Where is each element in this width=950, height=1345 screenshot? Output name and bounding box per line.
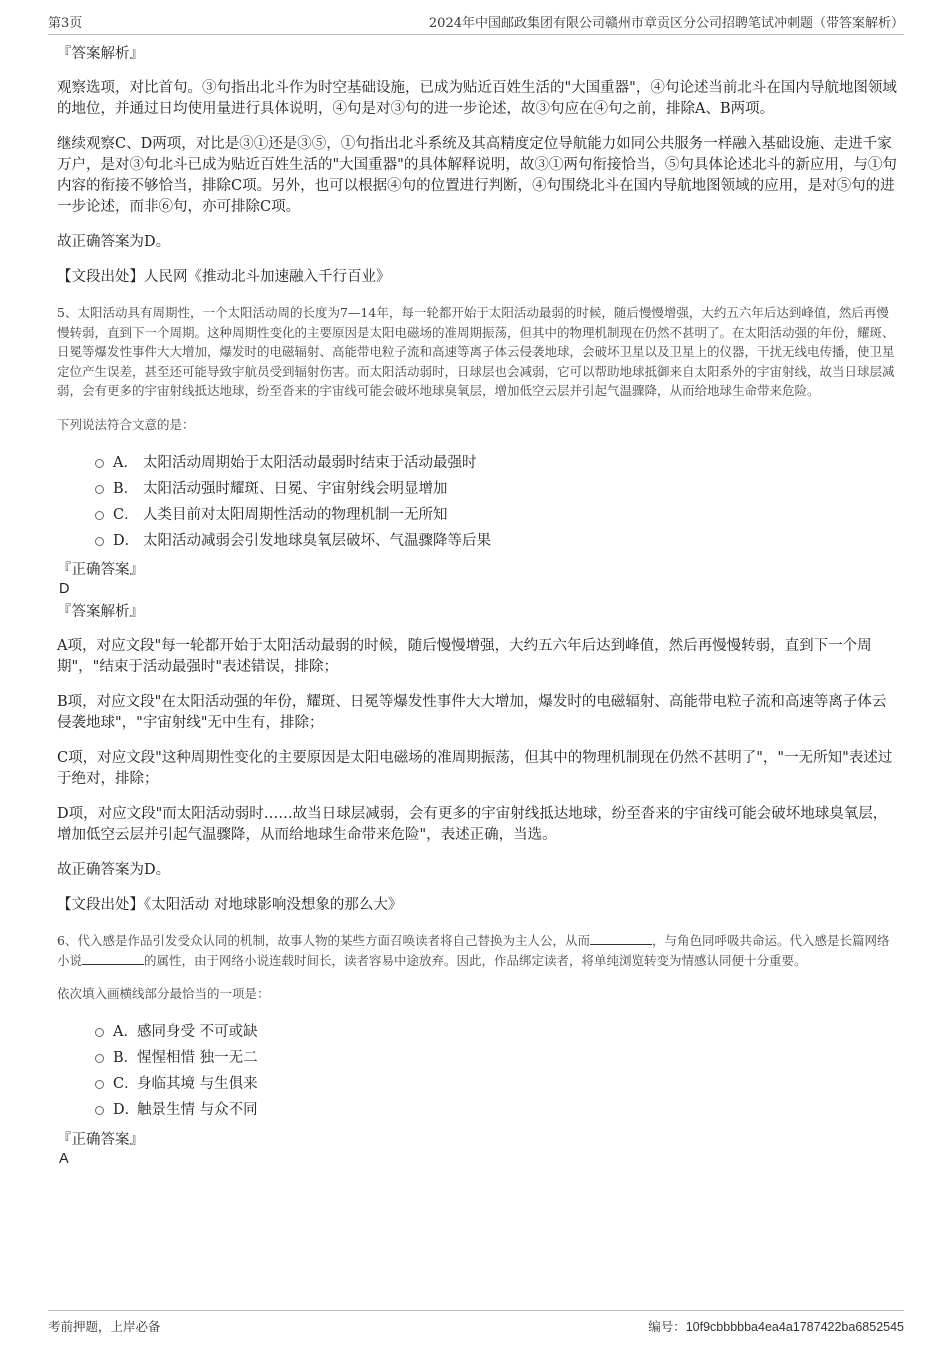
option-text: 人类目前对太阳周期性活动的物理机制一无所知 (143, 506, 448, 523)
option-key: B． (113, 1050, 139, 1066)
radio-icon[interactable] (95, 485, 104, 494)
fill-blank (590, 932, 652, 945)
correct-answer: D (59, 581, 70, 597)
radio-icon[interactable] (95, 511, 104, 520)
option-b[interactable] (95, 1044, 898, 1070)
page-content (57, 44, 898, 1172)
page-number: 第3页 (48, 16, 83, 31)
option-text: 身临其境 与生俱来 (137, 1076, 258, 1092)
document-code (648, 1317, 904, 1335)
radio-icon[interactable] (95, 1106, 104, 1115)
option-key: A． (113, 1024, 138, 1040)
analysis-label: 『答案解析』 (57, 604, 144, 620)
analysis-label: 『答案解析』 (57, 46, 144, 62)
radio-icon[interactable] (95, 1028, 104, 1037)
analysis-paragraph: 继续观察C、D两项，对比是③①还是③⑤，①句指出北斗系统及其高精度定位导航能力如同公共服务一样融入基础设施、走进千家万户，是对③句北斗已成为贴近百姓生活的"大国重器"的具体解释说明，故③①两句衔接恰当，⑤句具体论述北斗的新应用，与①句内容的衔接不够恰当，排除C项。另外，也可以根据④句的位置进行判断，④句围绕北斗在国内导航地图领域的应用，是对⑤句的进一步论述，而非⑥句，亦可排除C项。 (57, 136, 897, 215)
document-title: 2024年中国邮政集团有限公司赣州市章贡区分公司招聘笔试冲刺题（带答案解析） (428, 16, 904, 31)
option-d[interactable] (95, 1096, 898, 1122)
option-text: 惺惺相惜 独一无二 (137, 1050, 258, 1066)
question-prompt: 下列说法符合文意的是： (57, 416, 195, 432)
option-list (95, 1018, 898, 1122)
footer-slogan: 考前押题，上岸必备 (48, 1319, 161, 1334)
option-d[interactable] (95, 526, 898, 552)
code-label: 编号： (648, 1319, 686, 1334)
answer-conclusion: 故正确答案为D。 (57, 234, 171, 250)
radio-icon[interactable] (95, 459, 104, 468)
passage-part: ，与角色同呼吸共命运。代入感是长篇网络小说 (57, 933, 890, 968)
radio-icon[interactable] (95, 1080, 104, 1089)
page-footer (48, 1310, 904, 1335)
option-a[interactable] (95, 1018, 898, 1044)
question-passage (57, 931, 898, 970)
source-citation: 【文段出处】人民网《推动北斗加速融入千行百业》 (57, 269, 391, 285)
analysis-paragraph: C项，对应文段"这种周期性变化的主要原因是太阳电磁场的准周期振荡，但其中的物理机制现在仍然不甚明了"，"一无所知"表述过于绝对，排除； (57, 750, 893, 787)
analysis-paragraph: B项，对应文段"在太阳活动强的年份，耀斑、日冕等爆发性事件大大增加，爆发时的电磁辐射、高能带电粒子流和高速等离子体云侵袭地球"，"宇宙射线"无中生有，排除； (57, 694, 887, 731)
option-text: 触景生情 与众不同 (137, 1102, 258, 1118)
option-b[interactable] (95, 474, 898, 500)
question-prompt: 依次填入画横线部分最恰当的一项是： (57, 986, 270, 1001)
option-list (95, 448, 898, 552)
option-text: 太阳活动周期始于太阳活动最弱时结束于活动最强时 (143, 454, 477, 471)
answer-conclusion: 故正确答案为D。 (57, 862, 171, 878)
analysis-paragraph: A项，对应文段"每一轮都开始于太阳活动最弱的时候，随后慢慢增强，大约五六年后达到峰值，然后再慢慢转弱，直到下一个周期"，"结束于活动最强时"表述错误，排除； (57, 638, 872, 675)
radio-icon[interactable] (95, 537, 104, 546)
option-key: B． (113, 480, 139, 497)
analysis-paragraph: 观察选项，对比首句。③句指出北斗作为时空基础设施，已成为贴近百姓生活的"大国重器"，④句论述当前北斗在国内导航地图领域的地位，并通过日均使用量进行具体说明，④句是对③句的进一步论述，故③句应在④句之前，排除A、B两项。 (57, 80, 897, 117)
source-citation: 【文段出处】《太阳活动 对地球影响没想象的那么大》 (57, 897, 403, 913)
option-key: C． (113, 506, 139, 523)
analysis-paragraph: D项，对应文段"而太阳活动弱时……故当日球层减弱，会有更多的宇宙射线抵达地球，纷至沓来的宇宙线可能会破坏地球臭氧层，增加低空云层并引起气温骤降，从而给地球生命带来危险"，表述正确，当选。 (57, 806, 888, 843)
option-key: C． (113, 1076, 139, 1092)
passage-part: 6、代入感是作品引发受众认同的机制，故事人物的某些方面召唤读者将自己替换为主人公，从而 (57, 933, 590, 948)
option-text: 太阳活动减弱会引发地球臭氧层破坏、气温骤降等后果 (143, 532, 491, 549)
fill-blank (82, 952, 144, 965)
option-text: 太阳活动强时耀斑、日冕、宇宙射线会明显增加 (143, 480, 448, 497)
radio-icon[interactable] (95, 1054, 104, 1063)
option-key: A． (113, 454, 138, 471)
correct-answer-label: 『正确答案』 (57, 562, 144, 578)
option-key: D． (113, 1102, 140, 1118)
option-key: D． (113, 532, 140, 549)
passage-part: 的属性，由于网络小说连载时间长，读者容易中途放弃。因此，作品绑定读者，将单纯浏览转变为情感认同便十分重要。 (144, 952, 807, 968)
page-header (48, 12, 904, 35)
code-value: 10f9cbbbbba4ea4a1787422ba6852545 (685, 1320, 904, 1334)
option-c[interactable] (95, 1070, 898, 1096)
question-passage: 5、太阳活动具有周期性，一个太阳活动周的长度为7—14年，每一轮都开始于太阳活动最弱的时候，随后慢慢增强，大约五六年后达到峰值，然后再慢慢转弱，直到下一个周期。这种周期性变化的主要原因是太阳电磁场的准周期振荡，但其中的物理机制现在仍然不甚明了。在太阳活动强的年份，耀斑、日冕等爆发性事件大大增加，爆发时的电磁辐射、高能带电粒子流和高速等离子体云侵袭地球，会破坏卫星以及卫星上的仪器，干扰无线电传播，使卫星定位产生误差，甚至还可能导致宇航员受到辐射伤害。而太阳活动弱时，日球层也会减弱，它可以帮助地球抵御来自太阳系外的宇宙射线，故当日球层减弱，会有更多的宇宙射线抵达地球，纷至沓来的宇宙线可能会破坏地球臭氧层，增加低空云层并引起气温骤降，从而给地球生命带来危险。 (57, 305, 895, 398)
option-c[interactable] (95, 500, 898, 526)
option-text: 感同身受 不可或缺 (137, 1024, 258, 1040)
correct-answer-label: 『正确答案』 (57, 1131, 144, 1148)
option-a[interactable] (95, 448, 898, 474)
correct-answer: A (59, 1150, 69, 1167)
